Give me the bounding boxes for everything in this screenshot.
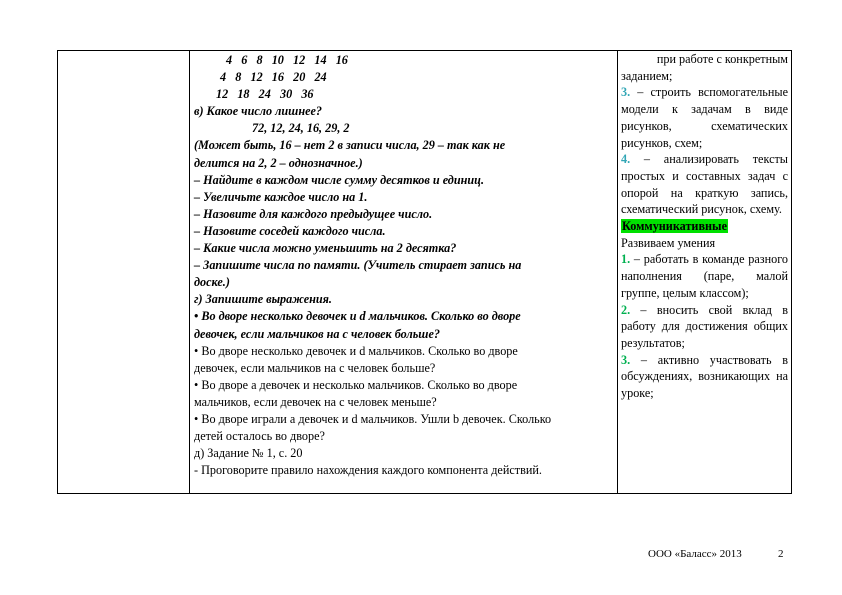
skill-text: – анализировать тексты простых и составных задач с опорой на краткую запись, схематический рисунок, схему. xyxy=(621,152,788,217)
number-row: 4 8 12 16 20 24 xyxy=(220,70,327,85)
skill-item xyxy=(621,84,788,151)
skill-item xyxy=(621,151,788,218)
tasks-column xyxy=(190,51,618,493)
skill-text: – строить вспомогательные модели к задачам в виде рисунков, схематических рисунков, схем; xyxy=(621,85,788,150)
skill-text: при работе с конкретным xyxy=(656,52,788,66)
instruction: – Запишите числа по памяти. (Учитель стирает запись на xyxy=(194,258,522,273)
bullet-item: девочек, если мальчиков на с человек больше? xyxy=(194,326,440,341)
task-heading: д) Задание № 1, с. 20 xyxy=(194,446,303,461)
bullet-item: • Во дворе а девочек и несколько мальчиков. Сколько во дворе xyxy=(194,377,518,392)
number-row: 12 18 24 30 36 xyxy=(216,87,314,102)
note-line: (Может быть, 16 – нет 2 в записи числа, 29 – так как не xyxy=(194,138,506,153)
footer-copyright: ООО «Баласс» 2013 xyxy=(648,548,742,560)
section-heading: Коммуникативные xyxy=(622,219,727,234)
bullet-item: • Во дворе несколько девочек и d мальчиков. Сколько во дворе xyxy=(194,309,521,324)
instruction: – Какие числа можно уменьшить на 2 десятка? xyxy=(194,241,457,256)
skill-text: – вносить свой вклад в работу для достижения общих результатов; xyxy=(621,302,788,350)
skill-number: 3. xyxy=(621,352,631,367)
task-heading: г) Запишите выражения. xyxy=(194,292,332,307)
number-row: 4 6 8 10 12 14 16 xyxy=(226,53,348,67)
lesson-table xyxy=(57,50,792,494)
instruction: – Найдите в каждом числе сумму десятков и единиц. xyxy=(194,172,484,187)
skill-text: – работать в команде разного наполнения (паре, малой группе, целым классом); xyxy=(621,252,788,300)
empty-column xyxy=(58,51,190,493)
section-subheading: Развиваем умения xyxy=(621,235,716,250)
instruction: – Увеличьте каждое число на 1. xyxy=(194,189,368,204)
skill-number: 2. xyxy=(621,302,631,317)
skills-column xyxy=(618,51,791,493)
instruction: – Назовите для каждого предыдущее число. xyxy=(194,206,433,221)
skill-item xyxy=(621,302,788,352)
instruction: доске.) xyxy=(194,275,230,290)
skill-number: 3. xyxy=(621,85,631,100)
skill-number: 4. xyxy=(621,152,631,167)
skill-text: заданием; xyxy=(621,68,673,83)
number-sequence: 72, 12, 24, 16, 29, 2 xyxy=(252,121,350,136)
bullet-item: детей осталось во дворе? xyxy=(194,429,325,444)
task-heading: в) Какое число лишнее? xyxy=(194,104,323,119)
bullet-item: мальчиков, если девочек на с человек меньше? xyxy=(194,394,437,409)
bullet-item: • Во дворе играли а девочек и d мальчиков. Ушли b девочек. Сколько xyxy=(194,411,552,426)
skill-number: 1. xyxy=(621,252,631,267)
note-line: делится на 2, 2 – однозначное.) xyxy=(194,155,363,170)
skill-item xyxy=(621,251,788,301)
bullet-item: девочек, если мальчиков на с человек больше? xyxy=(194,360,436,375)
instruction: – Назовите соседей каждого числа. xyxy=(194,223,386,238)
page-number: 2 xyxy=(778,548,784,560)
skill-item xyxy=(621,352,788,402)
bullet-item: • Во дворе несколько девочек и d мальчиков. Сколько во дворе xyxy=(194,343,518,358)
skill-text: – активно участвовать в обсуждениях, возникающих на уроке; xyxy=(621,352,788,401)
instruction: - Проговорите правило нахождения каждого компонента действий. xyxy=(194,463,542,478)
